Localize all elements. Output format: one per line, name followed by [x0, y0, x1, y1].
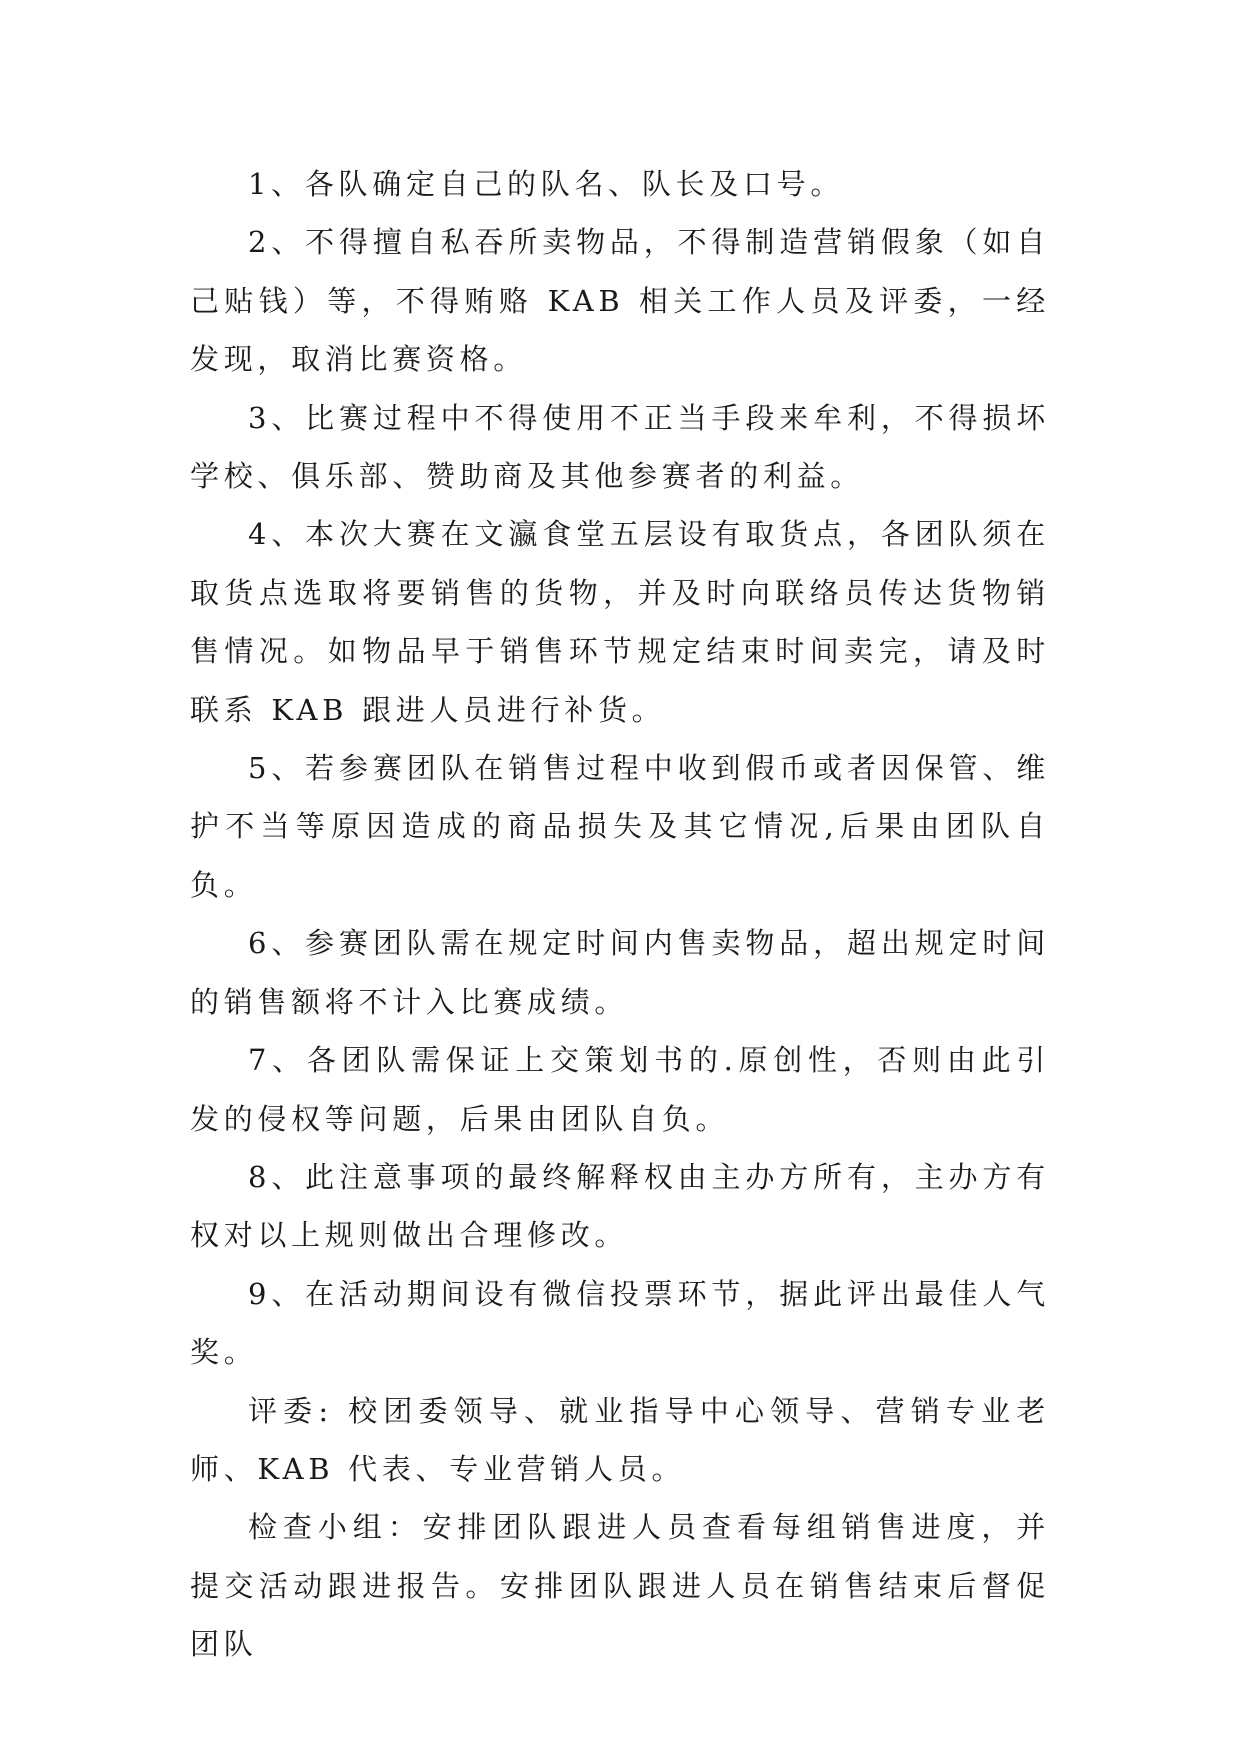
rule-8-paragraph: 8、此注意事项的最终解释权由主办方所有，主办方有权对以上规则做出合理修改。	[190, 1159, 1050, 1253]
rule-4-paragraph: 4、本次大赛在文瀛食堂五层设有取货点，各团队须在取货点选取将要销售的货物，并及时向联络员传达货物销售情况。如物品早于销售环节规定结束时间卖完，请及时联系 KAB 跟进人员进行补货。	[190, 517, 1050, 727]
rule-3-paragraph: 3、比赛过程中不得使用不正当手段来牟利，不得损坏学校、俱乐部、赞助商及其他参赛者的利益。	[190, 400, 1050, 494]
rule-9-paragraph: 9、在活动期间设有微信投票环节，据此评出最佳人气奖。	[190, 1276, 1050, 1370]
judges-paragraph: 评委: 校团委领导、就业指导中心领导、营销专业老师、KAB 代表、专业营销人员。	[190, 1393, 1050, 1486]
inspection-team-paragraph: 检查小组：安排团队跟进人员查看每组销售进度，并提交活动跟进报告。安排团队跟进人员在销售结束后督促团队	[190, 1510, 1050, 1662]
rule-7-paragraph: 7、各团队需保证上交策划书的.原创性，否则由此引发的侵权等问题，后果由团队自负。	[190, 1043, 1050, 1136]
document-body	[190, 155, 1050, 1674]
rule-6-paragraph: 6、参赛团队需在规定时间内售卖物品，超出规定时间的销售额将不计入比赛成绩。	[190, 926, 1050, 1019]
rule-1-paragraph: 1、各队确定自己的队名、队长及口号。	[248, 167, 845, 201]
rule-5-paragraph: 5、若参赛团队在销售过程中收到假币或者因保管、维护不当等原因造成的商品损失及其它情况,后果由团队自负。	[190, 751, 1050, 902]
rule-2-paragraph: 2、不得擅自私吞所卖物品，不得制造营销假象（如自己贴钱）等，不得贿赂 KAB 相关工作人员及评委，一经发现，取消比赛资格。	[190, 225, 1050, 377]
